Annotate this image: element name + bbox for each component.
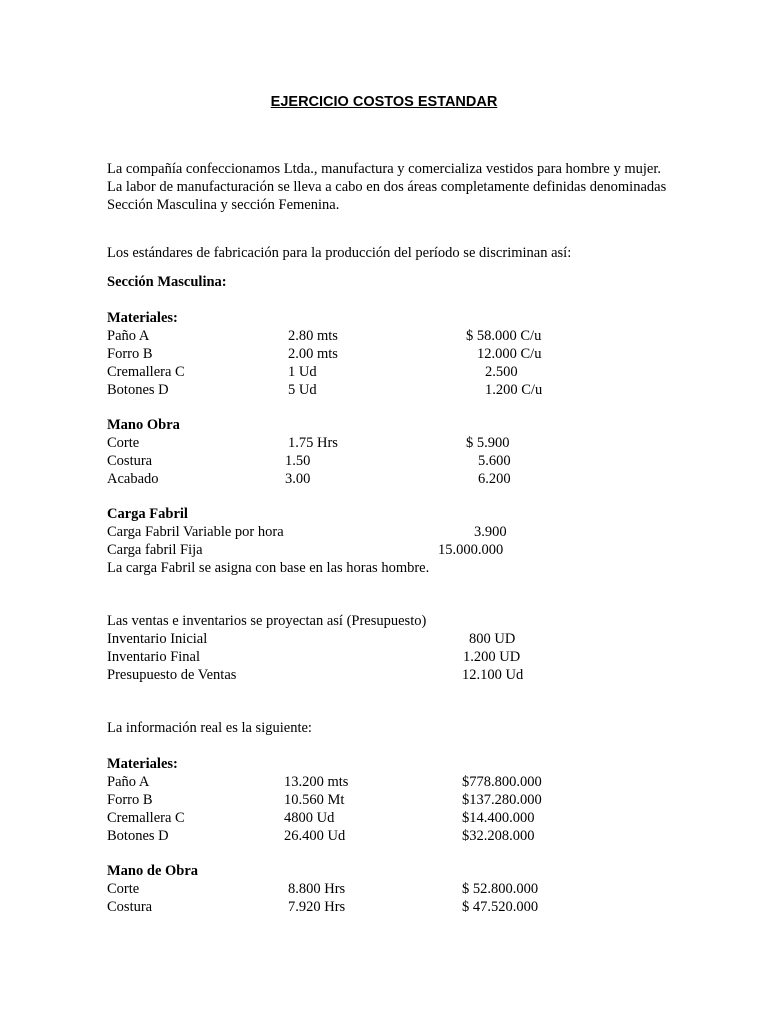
overhead-row: [0, 541, 768, 559]
real-intro: [0, 719, 768, 737]
real-labor-cost: $ 47.520.000: [462, 899, 539, 915]
std-materials-heading: [0, 309, 768, 327]
sales-item: Inventario Inicial: [107, 631, 208, 647]
real-labor-heading-text: Mano de Obra: [107, 863, 199, 879]
real-material-cost: $137.280.000: [462, 792, 542, 808]
sales-row: [0, 630, 768, 648]
real-material-row: [0, 827, 768, 845]
sales-row: [0, 666, 768, 684]
sales-row: [0, 648, 768, 666]
std-material-row: [0, 345, 768, 363]
overhead-note: [0, 559, 768, 577]
overhead-heading-text: Carga Fabril: [107, 506, 188, 522]
section-heading: [0, 273, 768, 291]
real-materials-heading: [0, 755, 768, 773]
std-material-row: [0, 363, 768, 381]
real-labor-item: Corte: [107, 881, 140, 897]
real-labor-qty: 8.800 Hrs: [288, 881, 346, 897]
real-material-item: Forro B: [107, 792, 153, 808]
sales-intro-text: Las ventas e inventarios se proyectan así (Presupuesto): [107, 613, 427, 629]
sales-value: 1.200 UD: [463, 649, 521, 665]
real-material-qty: 26.400 Ud: [284, 828, 346, 844]
overhead-value: 15.000.000: [438, 542, 504, 558]
real-material-cost: $14.400.000: [462, 810, 535, 826]
std-labor-item: Acabado: [107, 471, 159, 487]
real-material-row: [0, 809, 768, 827]
std-labor-row: [0, 434, 768, 452]
overhead-heading: [0, 505, 768, 523]
overhead-value: 3.900: [474, 524, 507, 540]
std-material-qty: 2.00 mts: [288, 346, 338, 362]
std-labor-qty: 3.00: [285, 471, 311, 487]
std-material-row: [0, 381, 768, 399]
real-material-cost: $32.208.000: [462, 828, 535, 844]
std-material-cost: $ 58.000 C/u: [466, 328, 542, 344]
real-labor-row: [0, 880, 768, 898]
real-material-qty: 4800 Ud: [284, 810, 335, 826]
real-material-item: Botones D: [107, 828, 169, 844]
real-material-row: [0, 791, 768, 809]
sales-value: 12.100 Ud: [462, 667, 524, 683]
std-labor-qty: 1.50: [285, 453, 311, 469]
real-labor-item: Costura: [107, 899, 153, 915]
overhead-row: [0, 523, 768, 541]
std-material-item: Botones D: [107, 382, 169, 398]
section-heading-text: Sección Masculina:: [107, 274, 227, 290]
real-intro-text: La información real es la siguiente:: [107, 720, 312, 736]
real-material-item: Cremallera C: [107, 810, 185, 826]
real-labor-row: [0, 898, 768, 916]
sales-value: 800 UD: [469, 631, 516, 647]
std-material-cost: 1.200 C/u: [485, 382, 543, 398]
std-material-row: [0, 327, 768, 345]
std-labor-heading: [0, 416, 768, 434]
std-material-cost: 2.500: [485, 364, 518, 380]
real-labor-qty: 7.920 Hrs: [288, 899, 346, 915]
real-materials-heading-text: Materiales:: [107, 756, 178, 772]
sales-intro: [0, 612, 768, 630]
std-material-qty: 5 Ud: [288, 382, 317, 398]
std-labor-qty: 1.75 Hrs: [288, 435, 338, 451]
std-material-qty: 2.80 mts: [288, 328, 338, 344]
std-material-item: Forro B: [107, 346, 153, 362]
overhead-item: Carga Fabril Variable por hora: [107, 524, 284, 540]
std-labor-cost: $ 5.900: [466, 435, 510, 451]
sales-item: Inventario Final: [107, 649, 201, 665]
real-labor-cost: $ 52.800.000: [462, 881, 539, 897]
std-labor-heading-text: Mano Obra: [107, 417, 180, 433]
sales-item: Presupuesto de Ventas: [107, 667, 237, 683]
std-materials-heading-text: Materiales:: [107, 310, 178, 326]
real-material-qty: 10.560 Mt: [284, 792, 345, 808]
std-material-item: Paño A: [107, 328, 150, 344]
real-labor-heading: [0, 862, 768, 880]
standards-intro: Los estándares de fabricación para la producción del período se discriminan así:: [107, 245, 572, 261]
std-material-item: Cremallera C: [107, 364, 185, 380]
overhead-item: Carga fabril Fija: [107, 542, 203, 558]
std-labor-row: [0, 452, 768, 470]
overhead-note-text: La carga Fabril se asigna con base en las horas hombre.: [107, 560, 430, 576]
std-material-qty: 1 Ud: [288, 364, 317, 380]
std-labor-item: Corte: [107, 435, 140, 451]
real-material-qty: 13.200 mts: [284, 774, 349, 790]
intro-paragraph: La compañía confeccionamos Ltda., manufactura y comercializa vestidos para hombre y mujer. La labor de manufacturación se lleva a cabo en dos áreas completamente definidas denominadas Sección Masculina y sección Femenina.: [107, 161, 667, 213]
real-material-row: [0, 773, 768, 791]
real-material-cost: $778.800.000: [462, 774, 542, 790]
std-labor-row: [0, 470, 768, 488]
std-labor-item: Costura: [107, 453, 153, 469]
real-material-item: Paño A: [107, 774, 150, 790]
std-labor-cost: 5.600: [478, 453, 511, 469]
document-title: EJERCICIO COSTOS ESTANDAR: [270, 94, 498, 110]
std-material-cost: 12.000 C/u: [477, 346, 542, 362]
std-labor-cost: 6.200: [478, 471, 511, 487]
